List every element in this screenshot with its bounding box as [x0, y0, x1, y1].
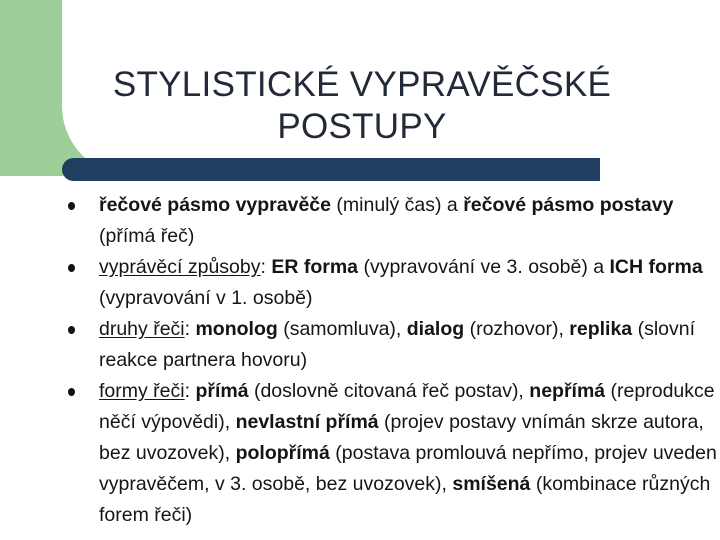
bold-term: ICH forma	[609, 256, 703, 278]
bullet-text: (postava promlouvá nepřímo, projev uveden vypravěčem, v 3. osobě, bez uvozovek),	[99, 442, 717, 495]
bold-term: nepřímá	[529, 380, 606, 402]
bullet-text: (minulý čas) a	[330, 194, 464, 216]
bold-term: řečové pásmo postavy	[463, 194, 674, 216]
bold-term: smíšená	[452, 473, 531, 495]
bullet-dot-icon	[68, 388, 75, 396]
bold-term: monolog	[195, 318, 278, 340]
underlined-term: formy řeči	[99, 380, 185, 402]
bold-term: řečové pásmo vypravěče	[99, 194, 331, 216]
bullet-text: (přímá řeč)	[99, 225, 195, 247]
bullet-item	[62, 190, 720, 252]
title-underline-bar	[62, 158, 600, 181]
bullet-item	[62, 252, 720, 314]
bold-term: přímá	[195, 380, 249, 402]
bullet-text: (samomluva),	[277, 318, 407, 340]
bullet-item	[62, 376, 720, 531]
bullet-item	[62, 314, 720, 376]
bullet-dot-icon	[68, 326, 75, 334]
bullet-text: (kombinace různých forem řeči)	[99, 473, 711, 526]
underlined-term: vyprávěcí způsoby	[99, 256, 261, 278]
bullet-text: (doslovně citovaná řeč postav),	[248, 380, 530, 402]
bold-term: polopřímá	[235, 442, 330, 464]
bullet-text: (slovní reakce partnera hovoru)	[99, 318, 696, 371]
bold-term: replika	[569, 318, 633, 340]
underlined-term: druhy řeči	[99, 318, 185, 340]
bullet-dot-icon	[68, 202, 75, 210]
bullet-text: (vypravování v 1. osobě)	[99, 287, 313, 309]
bullet-text: (rozhovor),	[464, 318, 570, 340]
bold-term: dialog	[406, 318, 465, 340]
bullet-text: (vypravování ve 3. osobě) a	[358, 256, 610, 278]
bullet-text: (projev postavy vnímán skrze autora, bez uvozovek),	[99, 411, 704, 464]
bullet-text: :	[260, 256, 272, 278]
bullet-text: (reprodukce něčí výpovědi),	[99, 380, 715, 433]
bullet-text: :	[184, 318, 196, 340]
bullet-list	[62, 190, 720, 531]
bullet-text: :	[184, 380, 196, 402]
slide-title: STYLISTICKÉ VYPRAVĚČSKÉ POSTUPY	[112, 65, 612, 146]
bullet-dot-icon	[68, 264, 75, 272]
bold-term: ER forma	[271, 256, 359, 278]
bold-term: nevlastní přímá	[235, 411, 379, 433]
